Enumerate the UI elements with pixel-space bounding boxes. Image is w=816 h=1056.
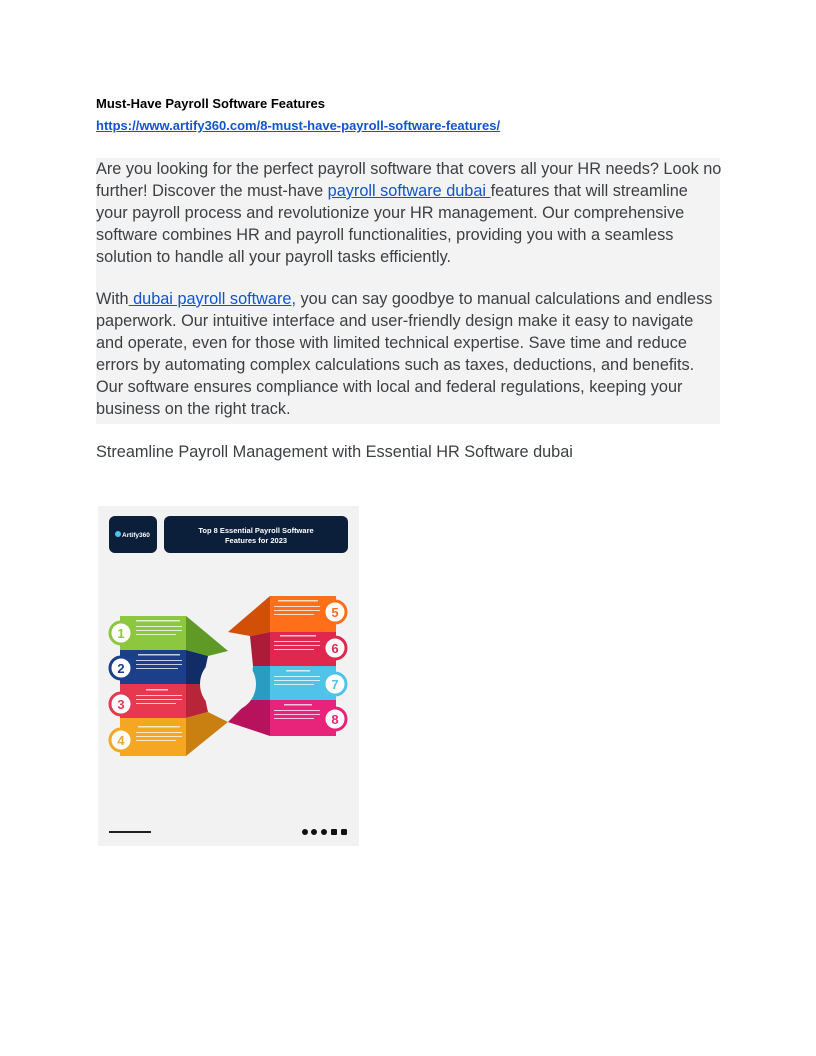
logo-mark-icon bbox=[115, 531, 121, 537]
para1-text-start: Are you looking for the perfect payroll software that covers all your HR needs? Look no further! Discover the must-have bbox=[96, 160, 722, 200]
footer-website-text bbox=[109, 831, 151, 833]
number-1: 1 bbox=[117, 626, 125, 641]
dubai-payroll-software-link[interactable]: dubai payroll software, bbox=[128, 290, 296, 308]
number-2: 2 bbox=[117, 661, 125, 676]
number-4: 4 bbox=[117, 733, 125, 748]
number-5: 5 bbox=[331, 605, 339, 620]
number-8: 8 bbox=[331, 712, 339, 727]
infographic-image bbox=[98, 506, 359, 846]
second-paragraph bbox=[96, 288, 724, 420]
infographic-header-line2: Features for 2023 bbox=[224, 536, 288, 545]
infographic-header-line1: Top 8 Essential Payroll Software bbox=[198, 526, 314, 535]
number-3: 3 bbox=[117, 697, 125, 712]
subheading: Streamline Payroll Management with Essential HR Software dubai bbox=[96, 443, 573, 461]
article-link[interactable]: https://www.artify360.com/8-must-have-payroll-software-features/ bbox=[96, 118, 501, 133]
number-7: 7 bbox=[331, 677, 339, 692]
logo-text: Artify360 bbox=[122, 532, 150, 539]
document-title: Must-Have Payroll Software Features bbox=[96, 96, 326, 111]
intro-paragraph bbox=[96, 158, 724, 268]
linkedin-icon bbox=[331, 829, 337, 835]
band-1-fold bbox=[186, 616, 228, 656]
para1-text-end: features that will streamline your payroll process and revolutionize your HR management. Our comprehensive software combines HR and payroll functionalities, providing you with a seamless solution to handle all your payroll tasks efficiently. bbox=[96, 182, 688, 266]
youtube-icon bbox=[341, 829, 347, 835]
twitter-icon bbox=[321, 829, 327, 835]
band-6-fold bbox=[250, 632, 270, 666]
band-5-fold bbox=[228, 596, 270, 636]
para2-text-end: you can say goodbye to manual calculations and endless paperwork. Our intuitive interface and user-friendly design make it easy to navigate and operate, even for those with limited technical expertise. Save time and reduce errors by automating complex calculations such as taxes, deductions, and benefits. Our software ensures compliance with local and federal regulations, keeping your business on the right track. bbox=[96, 290, 713, 418]
band-4-fold bbox=[186, 712, 228, 756]
facebook-icon bbox=[302, 829, 308, 835]
para2-text-start: With bbox=[96, 290, 129, 308]
payroll-software-dubai-link[interactable]: payroll software dubai bbox=[327, 182, 491, 200]
number-6: 6 bbox=[331, 641, 339, 656]
center-circle bbox=[200, 656, 256, 712]
instagram-icon bbox=[311, 829, 317, 835]
